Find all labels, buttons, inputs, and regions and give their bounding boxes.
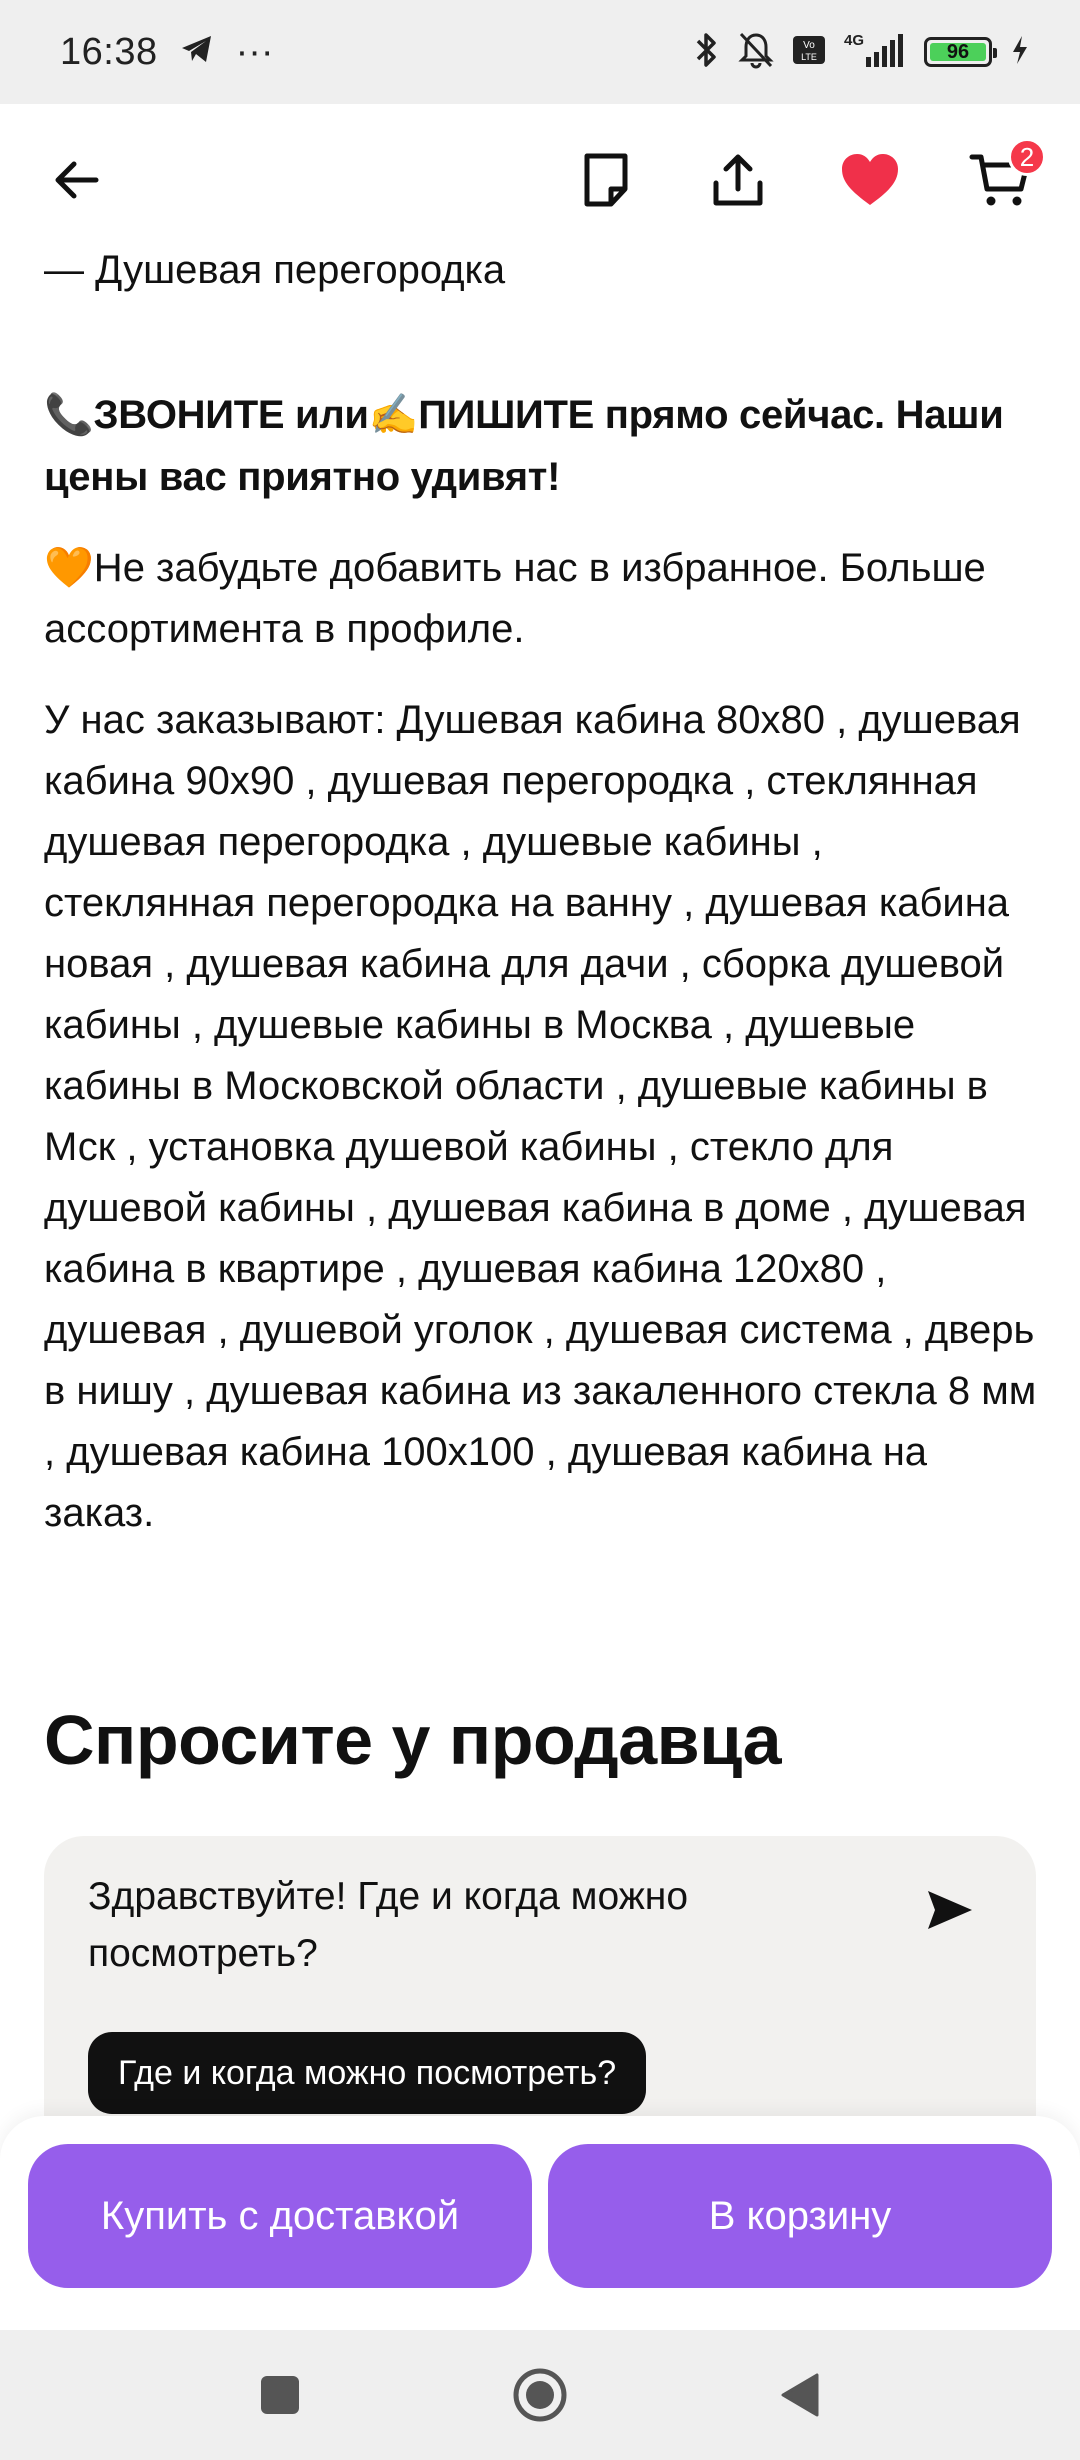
send-icon: [925, 1888, 975, 1932]
triangle-back-icon: [779, 2371, 821, 2419]
description-section: [44, 240, 1044, 1544]
svg-text:Vo: Vo: [803, 39, 815, 51]
keywords-text: У нас заказывают: Душевая кабина 80х80 , душевая кабина 90х90 , душевая перегородка , стеклянная душевая перегородка , душевые кабины , стеклянная перегородка на ванну , душевая кабина новая , душевая кабина для дачи , сборка душевой кабины , душевые кабины в Москва , душевые кабины в Московской области , душевые кабины в Мск , установка душевой кабины , стекло для душевой кабины , душевая кабина в доме , душевая кабина в квартире , душевая кабина 120х80 , душевая , душевой уголок , душевая система , дверь в нишу , душевая кабина из закаленного стекла 8 мм , душевая кабина 100х100 , душевая кабина на заказ.: [44, 698, 1037, 1535]
buy-with-delivery-button[interactable]: Купить с доставкой: [28, 2144, 532, 2288]
mute-bell-icon: [738, 31, 774, 74]
share-button[interactable]: [698, 140, 778, 220]
app-bar: [0, 104, 1080, 260]
square-icon: [259, 2374, 301, 2416]
arrow-left-icon: [50, 154, 102, 206]
svg-text:LTE: LTE: [801, 51, 817, 62]
home-button[interactable]: [505, 2360, 575, 2430]
cart-count-badge: 2: [1008, 138, 1046, 176]
add-to-cart-button[interactable]: В корзину: [548, 2144, 1052, 2288]
battery-indicator: [924, 37, 992, 67]
bluetooth-icon: [694, 31, 720, 74]
quick-question-chip[interactable]: Где и когда можно посмотреть?: [88, 2032, 646, 2114]
system-nav-bar: [0, 2330, 1080, 2460]
send-button[interactable]: [920, 1880, 980, 1940]
bottom-action-panel: [0, 2116, 1080, 2330]
back-nav-button[interactable]: [765, 2360, 835, 2430]
favorite-note-text: 🧡Не забудьте добавить нас в избранное. Больше ассортимента в профиле.: [44, 546, 986, 651]
telegram-icon: [180, 31, 214, 74]
heart-icon: [839, 152, 901, 208]
volte-icon: [792, 35, 826, 70]
recents-button[interactable]: [245, 2360, 315, 2430]
note-icon: [581, 151, 631, 209]
favorite-button[interactable]: [830, 140, 910, 220]
share-icon: [710, 151, 766, 209]
status-left: [60, 31, 274, 74]
signal-icon: [844, 31, 906, 74]
charging-icon: [1010, 34, 1030, 71]
back-button[interactable]: [36, 140, 116, 220]
ask-seller-title: Спросите у продавца: [44, 1701, 782, 1779]
battery-percent: 96: [946, 40, 970, 63]
description-list-item: — Душевая перегородка: [44, 248, 506, 292]
circle-icon: [512, 2367, 568, 2423]
message-input[interactable]: Здравствуйте! Где и когда можно посмотреть?: [88, 1875, 689, 1975]
svg-text:4G: 4G: [844, 31, 865, 49]
status-time: 16:38: [60, 30, 158, 73]
note-button[interactable]: [566, 140, 646, 220]
status-right: [694, 31, 1030, 74]
call-to-action-text: 📞ЗВОНИТЕ или✍️ПИШИТЕ прямо сейчас. Наши цены вас приятно удивят!: [44, 393, 1004, 499]
status-bar: [0, 0, 1080, 104]
more-notifications: ···: [235, 30, 274, 73]
